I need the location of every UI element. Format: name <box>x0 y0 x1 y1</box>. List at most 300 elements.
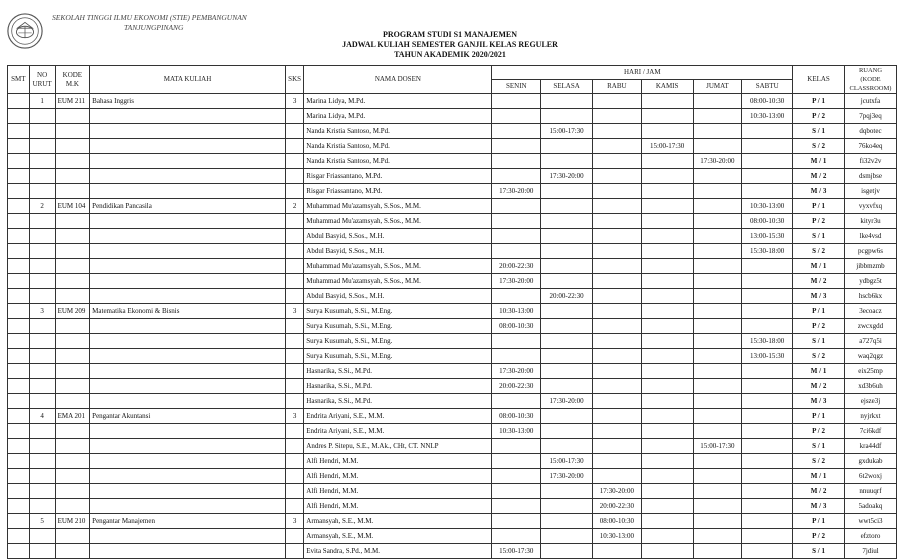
cell-sks: 3 <box>285 94 303 109</box>
institution-line-1: SEKOLAH TINGGI ILMU EKONOMI (STIE) PEMBANGUNAN <box>52 13 247 22</box>
cell-no <box>29 229 55 244</box>
cell-kamis <box>641 424 693 439</box>
cell-dosen: Endrita Ariyani, S.E., M.M. <box>304 424 492 439</box>
cell-sks <box>285 334 303 349</box>
table-row <box>8 139 897 154</box>
cell-senin <box>492 334 541 349</box>
cell-rabu: 10:30-13:00 <box>593 529 642 544</box>
cell-kelas: S / 1 <box>793 334 845 349</box>
cell-jumat <box>693 484 742 499</box>
table-row <box>8 514 897 529</box>
cell-dosen: Surya Kusumah, S.Si., M.Eng. <box>304 319 492 334</box>
cell-smt <box>8 529 30 544</box>
cell-kelas: P / 1 <box>793 304 845 319</box>
cell-rabu <box>593 274 642 289</box>
col-kamis: KAMIS <box>641 80 693 94</box>
cell-sabtu <box>742 259 793 274</box>
cell-rabu <box>593 214 642 229</box>
table-row <box>8 184 897 199</box>
cell-smt <box>8 424 30 439</box>
cell-ruang: 7ci6kdf <box>845 424 897 439</box>
cell-kamis: 15:00-17:30 <box>641 139 693 154</box>
col-sks: SKS <box>285 66 303 94</box>
cell-kode <box>55 259 90 274</box>
table-row <box>8 529 897 544</box>
cell-dosen: Surya Kusumah, S.Si., M.Eng. <box>304 349 492 364</box>
cell-sabtu <box>742 169 793 184</box>
cell-sks <box>285 499 303 514</box>
cell-sabtu <box>742 499 793 514</box>
cell-ruang: waq2qgz <box>845 349 897 364</box>
cell-senin <box>492 349 541 364</box>
cell-selasa <box>541 529 593 544</box>
cell-smt <box>8 514 30 529</box>
cell-senin: 10:30-13:00 <box>492 304 541 319</box>
col-ruang <box>845 66 897 94</box>
cell-selasa <box>541 199 593 214</box>
cell-kamis <box>641 454 693 469</box>
cell-jumat <box>693 244 742 259</box>
cell-sabtu <box>742 439 793 454</box>
cell-kelas: S / 2 <box>793 349 845 364</box>
cell-ruang: jcutxfa <box>845 94 897 109</box>
cell-kode <box>55 364 90 379</box>
cell-mata-kuliah <box>90 439 286 454</box>
cell-no <box>29 349 55 364</box>
cell-rabu <box>593 289 642 304</box>
cell-rabu <box>593 439 642 454</box>
cell-senin <box>492 199 541 214</box>
cell-ruang: jibbmzmb <box>845 259 897 274</box>
cell-kode <box>55 379 90 394</box>
cell-sabtu <box>742 124 793 139</box>
cell-kode: EUM 210 <box>55 514 90 529</box>
cell-senin: 17:30-20:00 <box>492 184 541 199</box>
cell-kode <box>55 469 90 484</box>
cell-sks <box>285 529 303 544</box>
schedule-body <box>8 94 897 559</box>
cell-kamis <box>641 379 693 394</box>
cell-ruang: 5adoakq <box>845 499 897 514</box>
cell-sabtu <box>742 469 793 484</box>
cell-smt <box>8 124 30 139</box>
table-row <box>8 424 897 439</box>
cell-smt <box>8 349 30 364</box>
cell-selasa <box>541 499 593 514</box>
col-no-line2: URUT <box>32 79 52 88</box>
cell-dosen: Surya Kusumah, S.Si., M.Eng. <box>304 304 492 319</box>
cell-kamis <box>641 289 693 304</box>
cell-selasa: 20:00-22:30 <box>541 289 593 304</box>
cell-selasa <box>541 379 593 394</box>
cell-sks <box>285 319 303 334</box>
cell-senin <box>492 169 541 184</box>
cell-kelas: S / 1 <box>793 124 845 139</box>
cell-selasa <box>541 184 593 199</box>
col-kode-line1: KODE <box>62 70 83 79</box>
cell-kamis <box>641 394 693 409</box>
cell-kamis <box>641 184 693 199</box>
col-no <box>29 66 55 94</box>
cell-kode <box>55 499 90 514</box>
institution-line-2: TANJUNGPINANG <box>124 23 184 32</box>
cell-jumat <box>693 364 742 379</box>
cell-smt <box>8 409 30 424</box>
cell-rabu: 20:00-22:30 <box>593 499 642 514</box>
cell-no <box>29 139 55 154</box>
cell-no <box>29 274 55 289</box>
cell-mata-kuliah <box>90 169 286 184</box>
cell-kamis <box>641 94 693 109</box>
cell-no <box>29 169 55 184</box>
cell-dosen: Nanda Kristia Santoso, M.Pd. <box>304 124 492 139</box>
table-row <box>8 349 897 364</box>
cell-ruang: kityr3u <box>845 214 897 229</box>
cell-dosen: Hasnarika, S.Si., M.Pd. <box>304 364 492 379</box>
cell-no <box>29 529 55 544</box>
cell-selasa <box>541 154 593 169</box>
cell-sabtu <box>742 454 793 469</box>
cell-kamis <box>641 124 693 139</box>
cell-senin <box>492 439 541 454</box>
cell-senin <box>492 499 541 514</box>
cell-kelas: M / 1 <box>793 154 845 169</box>
cell-kamis <box>641 409 693 424</box>
cell-mata-kuliah <box>90 394 286 409</box>
cell-jumat <box>693 304 742 319</box>
cell-mata-kuliah <box>90 184 286 199</box>
cell-ruang: 3ecoacz <box>845 304 897 319</box>
cell-kode <box>55 214 90 229</box>
cell-smt <box>8 94 30 109</box>
cell-senin <box>492 529 541 544</box>
cell-smt <box>8 154 30 169</box>
cell-kelas: M / 2 <box>793 484 845 499</box>
cell-kode: EUM 209 <box>55 304 90 319</box>
cell-dosen: Abdul Basyid, S.Sos., M.H. <box>304 289 492 304</box>
cell-sks <box>285 454 303 469</box>
cell-no <box>29 334 55 349</box>
cell-sks <box>285 394 303 409</box>
cell-sabtu <box>742 394 793 409</box>
cell-dosen: Endrita Ariyani, S.E., M.M. <box>304 409 492 424</box>
table-row <box>8 94 897 109</box>
cell-selasa <box>541 349 593 364</box>
cell-rabu <box>593 259 642 274</box>
cell-kode <box>55 169 90 184</box>
title-program: PROGRAM STUDI S1 MANAJEMEN <box>383 30 517 39</box>
col-no-line1: NO <box>37 70 48 79</box>
cell-rabu <box>593 334 642 349</box>
cell-selasa <box>541 94 593 109</box>
cell-jumat <box>693 94 742 109</box>
cell-sks <box>285 184 303 199</box>
cell-kelas: M / 1 <box>793 259 845 274</box>
cell-sabtu: 13:00-15:30 <box>742 349 793 364</box>
cell-sabtu: 08:00-10:30 <box>742 94 793 109</box>
cell-rabu <box>593 409 642 424</box>
cell-mata-kuliah <box>90 259 286 274</box>
cell-kode: EMA 201 <box>55 409 90 424</box>
cell-smt <box>8 274 30 289</box>
cell-no <box>29 259 55 274</box>
cell-dosen: Andres P. Sitepu, S.E., M.Ak., CHt, CT. NNLP <box>304 439 492 454</box>
cell-no: 4 <box>29 409 55 424</box>
cell-kode: EUM 104 <box>55 199 90 214</box>
cell-selasa <box>541 259 593 274</box>
cell-senin: 15:00-17:30 <box>492 544 541 559</box>
cell-kamis <box>641 259 693 274</box>
cell-dosen: Alfi Hendri, M.M. <box>304 484 492 499</box>
col-mata-kuliah: MATA KULIAH <box>90 66 286 94</box>
table-row <box>8 274 897 289</box>
cell-kamis <box>641 214 693 229</box>
cell-kamis <box>641 349 693 364</box>
cell-sabtu <box>742 424 793 439</box>
cell-smt <box>8 439 30 454</box>
cell-dosen: Nanda Kristia Santoso, M.Pd. <box>304 139 492 154</box>
cell-smt <box>8 229 30 244</box>
cell-kode <box>55 109 90 124</box>
col-ruang-line3: CLASSROOM) <box>849 85 892 92</box>
cell-senin <box>492 139 541 154</box>
cell-jumat <box>693 394 742 409</box>
cell-senin <box>492 289 541 304</box>
cell-jumat <box>693 499 742 514</box>
cell-jumat <box>693 409 742 424</box>
cell-jumat <box>693 379 742 394</box>
cell-sabtu <box>742 484 793 499</box>
cell-rabu <box>593 394 642 409</box>
cell-kamis <box>641 469 693 484</box>
cell-kode <box>55 229 90 244</box>
table-row <box>8 169 897 184</box>
cell-mata-kuliah <box>90 364 286 379</box>
cell-smt <box>8 289 30 304</box>
cell-dosen: Alfi Hendri, M.M. <box>304 454 492 469</box>
title-year: TAHUN AKADEMIK 2020/2021 <box>394 50 506 59</box>
cell-rabu: 08:00-10:30 <box>593 514 642 529</box>
cell-no <box>29 364 55 379</box>
cell-no: 2 <box>29 199 55 214</box>
cell-rabu <box>593 364 642 379</box>
cell-rabu <box>593 304 642 319</box>
cell-selasa <box>541 484 593 499</box>
cell-kelas: S / 1 <box>793 229 845 244</box>
cell-ruang: hscb6kx <box>845 289 897 304</box>
cell-sabtu <box>742 304 793 319</box>
cell-senin <box>492 229 541 244</box>
cell-selasa <box>541 229 593 244</box>
col-sabtu: SABTU <box>742 80 793 94</box>
cell-no <box>29 154 55 169</box>
table-row <box>8 439 897 454</box>
cell-sks <box>285 469 303 484</box>
cell-jumat <box>693 139 742 154</box>
cell-smt <box>8 244 30 259</box>
cell-kelas: M / 3 <box>793 184 845 199</box>
cell-dosen: Armansyah, S.E., M.M. <box>304 529 492 544</box>
cell-kelas: P / 2 <box>793 214 845 229</box>
cell-dosen: Hasnarika, S.Si., M.Pd. <box>304 394 492 409</box>
cell-rabu <box>593 454 642 469</box>
cell-senin <box>492 514 541 529</box>
cell-no: 1 <box>29 94 55 109</box>
cell-kelas: M / 1 <box>793 469 845 484</box>
cell-smt <box>8 214 30 229</box>
cell-selasa: 17:30-20:00 <box>541 169 593 184</box>
cell-sks <box>285 379 303 394</box>
cell-ruang: xd3b6uh <box>845 379 897 394</box>
cell-senin: 08:00-10:30 <box>492 319 541 334</box>
cell-no <box>29 379 55 394</box>
table-row <box>8 394 897 409</box>
cell-jumat: 15:00-17:30 <box>693 439 742 454</box>
cell-sabtu <box>742 154 793 169</box>
cell-dosen: Risgar Friassantano, M.Pd. <box>304 184 492 199</box>
cell-mata-kuliah <box>90 319 286 334</box>
schedule-table <box>7 65 897 559</box>
table-row <box>8 334 897 349</box>
col-ruang-line2: (KODE <box>860 76 881 83</box>
cell-sks <box>285 289 303 304</box>
cell-sabtu <box>742 529 793 544</box>
cell-sks: 3 <box>285 304 303 319</box>
cell-jumat <box>693 169 742 184</box>
cell-sabtu <box>742 139 793 154</box>
col-rabu: RABU <box>593 80 642 94</box>
cell-smt <box>8 379 30 394</box>
cell-dosen: Hasnarika, S.Si., M.Pd. <box>304 379 492 394</box>
cell-rabu <box>593 139 642 154</box>
cell-no <box>29 124 55 139</box>
cell-selasa <box>541 364 593 379</box>
cell-mata-kuliah <box>90 244 286 259</box>
cell-sabtu: 13:00-15:30 <box>742 229 793 244</box>
cell-kelas: M / 2 <box>793 274 845 289</box>
cell-jumat: 17:30-20:00 <box>693 154 742 169</box>
cell-no <box>29 109 55 124</box>
cell-dosen: Risgar Friassantano, M.Pd. <box>304 169 492 184</box>
cell-mata-kuliah <box>90 139 286 154</box>
cell-no <box>29 484 55 499</box>
cell-mata-kuliah <box>90 229 286 244</box>
cell-mata-kuliah <box>90 454 286 469</box>
table-row <box>8 364 897 379</box>
cell-rabu <box>593 154 642 169</box>
cell-sabtu <box>742 379 793 394</box>
cell-kelas: M / 1 <box>793 364 845 379</box>
cell-sks: 3 <box>285 409 303 424</box>
cell-jumat <box>693 274 742 289</box>
cell-mata-kuliah <box>90 214 286 229</box>
cell-dosen: Evita Sandra, S.Pd., M.M. <box>304 544 492 559</box>
cell-rabu <box>593 94 642 109</box>
cell-kamis <box>641 229 693 244</box>
table-row <box>8 499 897 514</box>
cell-kode <box>55 154 90 169</box>
cell-ruang: kra44df <box>845 439 897 454</box>
cell-ruang: 6t2woxj <box>845 469 897 484</box>
cell-selasa <box>541 109 593 124</box>
cell-jumat <box>693 124 742 139</box>
cell-kamis <box>641 439 693 454</box>
cell-kelas: P / 1 <box>793 409 845 424</box>
cell-senin <box>492 109 541 124</box>
cell-kamis <box>641 304 693 319</box>
cell-senin: 20:00-22:30 <box>492 379 541 394</box>
cell-kode <box>55 454 90 469</box>
cell-kode <box>55 184 90 199</box>
col-hari-jam: HARI / JAM <box>492 66 793 80</box>
cell-selasa <box>541 514 593 529</box>
cell-smt <box>8 469 30 484</box>
cell-kelas: S / 1 <box>793 439 845 454</box>
cell-mata-kuliah <box>90 334 286 349</box>
cell-smt <box>8 394 30 409</box>
cell-sks <box>285 109 303 124</box>
cell-kelas: P / 2 <box>793 529 845 544</box>
cell-ruang: lke4vsd <box>845 229 897 244</box>
cell-selasa <box>541 274 593 289</box>
cell-dosen: Alfi Hendri, M.M. <box>304 499 492 514</box>
cell-dosen: Surya Kusumah, S.Si., M.Eng. <box>304 334 492 349</box>
cell-selasa <box>541 304 593 319</box>
cell-mata-kuliah: Matematika Ekonomi & Bisnis <box>90 304 286 319</box>
cell-rabu <box>593 424 642 439</box>
cell-kamis <box>641 199 693 214</box>
cell-kamis <box>641 334 693 349</box>
cell-mata-kuliah <box>90 124 286 139</box>
cell-sabtu: 08:00-10:30 <box>742 214 793 229</box>
cell-kelas: M / 2 <box>793 169 845 184</box>
cell-ruang: nyjrkxt <box>845 409 897 424</box>
title-schedule: JADWAL KULIAH SEMESTER GANJIL KELAS REGULER <box>342 40 558 49</box>
cell-kode: EUM 211 <box>55 94 90 109</box>
col-jumat: JUMAT <box>693 80 742 94</box>
cell-ruang: fi32v2v <box>845 154 897 169</box>
cell-jumat <box>693 184 742 199</box>
cell-kamis <box>641 529 693 544</box>
cell-jumat <box>693 514 742 529</box>
cell-jumat <box>693 424 742 439</box>
cell-kode <box>55 139 90 154</box>
cell-kode <box>55 349 90 364</box>
cell-senin <box>492 484 541 499</box>
cell-dosen: Marina Lidya, M.Pd. <box>304 109 492 124</box>
table-row <box>8 304 897 319</box>
cell-selasa: 17:30-20:00 <box>541 469 593 484</box>
cell-rabu <box>593 469 642 484</box>
institution-name <box>52 13 247 33</box>
table-row <box>8 214 897 229</box>
cell-senin: 17:30-20:00 <box>492 274 541 289</box>
cell-dosen: Muhammad Mu'azamsyah, S.Sos., M.M. <box>304 274 492 289</box>
cell-sabtu <box>742 184 793 199</box>
cell-jumat <box>693 334 742 349</box>
cell-sabtu <box>742 514 793 529</box>
cell-smt <box>8 454 30 469</box>
cell-dosen: Marina Lidya, M.Pd. <box>304 94 492 109</box>
cell-ruang: a727q5i <box>845 334 897 349</box>
cell-smt <box>8 259 30 274</box>
cell-rabu <box>593 199 642 214</box>
cell-rabu <box>593 109 642 124</box>
cell-rabu <box>593 349 642 364</box>
cell-mata-kuliah: Pengantar Manajemen <box>90 514 286 529</box>
cell-sks <box>285 259 303 274</box>
cell-sks <box>285 139 303 154</box>
